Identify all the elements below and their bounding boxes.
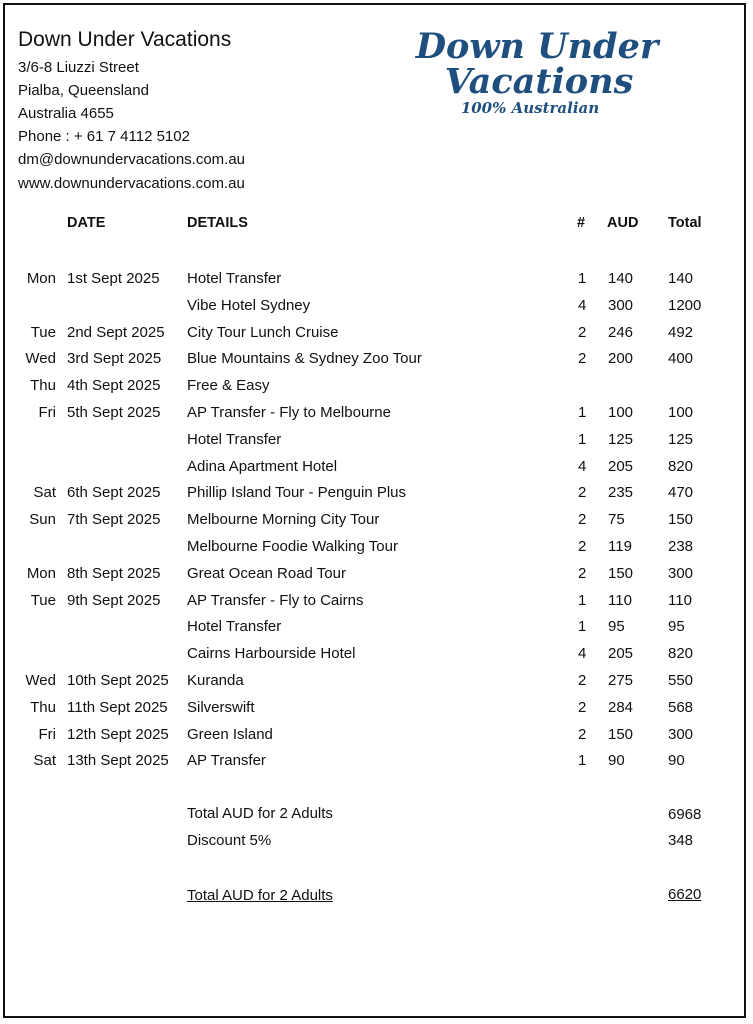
row-day: Wed xyxy=(25,350,56,367)
row-details: AP Transfer - Fly to Melbourne xyxy=(187,404,391,421)
row-qty: 4 xyxy=(578,645,587,662)
row-qty: 2 xyxy=(578,511,587,528)
row-day: Fri xyxy=(38,726,56,743)
row-total: 150 xyxy=(668,511,694,528)
row-aud: 200 xyxy=(608,350,634,367)
row-date: 11th Sept 2025 xyxy=(67,699,168,716)
row-date: 7th Sept 2025 xyxy=(67,511,161,528)
header-date: DATE xyxy=(67,215,106,231)
row-qty: 1 xyxy=(578,404,587,421)
row-details: Melbourne Morning City Tour xyxy=(187,511,380,528)
header-details: DETAILS xyxy=(187,215,248,231)
row-aud: 125 xyxy=(608,431,634,448)
row-details: Melbourne Foodie Walking Tour xyxy=(187,538,398,555)
row-day: Wed xyxy=(25,672,56,689)
header-aud: AUD xyxy=(607,215,639,231)
row-qty: 2 xyxy=(578,565,587,582)
row-date: 4th Sept 2025 xyxy=(67,377,161,394)
row-qty: 4 xyxy=(578,458,587,475)
row-date: 8th Sept 2025 xyxy=(67,565,161,582)
subtotal-value: 6968 xyxy=(668,806,702,823)
row-aud: 284 xyxy=(608,699,634,716)
row-qty: 2 xyxy=(578,672,587,689)
row-day: Thu xyxy=(30,699,56,716)
row-qty: 2 xyxy=(578,350,587,367)
logo-tagline: 100% Australian xyxy=(460,99,600,117)
row-day: Mon xyxy=(26,565,56,582)
row-qty: 2 xyxy=(578,324,587,341)
row-aud: 110 xyxy=(608,592,632,609)
row-total: 110 xyxy=(668,592,692,609)
row-details: Blue Mountains & Sydney Zoo Tour xyxy=(187,350,422,367)
row-aud: 150 xyxy=(608,726,634,743)
row-date: 9th Sept 2025 xyxy=(67,592,161,609)
website: www.downundervacations.com.au xyxy=(18,175,245,192)
row-total: 470 xyxy=(668,484,694,501)
row-day: Fri xyxy=(38,404,56,421)
address-line-3: Australia 4655 xyxy=(18,105,114,122)
row-details: Great Ocean Road Tour xyxy=(187,565,346,582)
row-details: Vibe Hotel Sydney xyxy=(187,297,311,314)
row-date: 1st Sept 2025 xyxy=(67,270,160,287)
logo-line-2: Vacations xyxy=(444,61,634,102)
row-details: Green Island xyxy=(187,726,273,743)
header-qty: # xyxy=(577,215,586,231)
row-day: Sat xyxy=(33,752,56,769)
logo-line-1: Down Under xyxy=(415,27,659,67)
row-total: 100 xyxy=(668,404,694,421)
row-details: Hotel Transfer xyxy=(187,270,282,287)
address-line-1: 3/6-8 Liuzzi Street xyxy=(18,59,139,76)
row-details: Free & Easy xyxy=(187,377,270,394)
row-date: 10th Sept 2025 xyxy=(67,672,169,689)
row-total: 95 xyxy=(668,618,685,635)
row-total: 238 xyxy=(668,538,694,555)
row-aud: 119 xyxy=(608,538,632,555)
row-aud: 100 xyxy=(608,404,634,421)
row-total: 90 xyxy=(668,752,685,769)
row-day: Thu xyxy=(30,377,56,394)
row-aud: 150 xyxy=(608,565,634,582)
discount-value: 348 xyxy=(668,832,694,849)
row-total: 400 xyxy=(668,350,694,367)
row-details: AP Transfer - Fly to Cairns xyxy=(187,592,364,609)
row-total: 568 xyxy=(668,699,694,716)
row-details: City Tour Lunch Cruise xyxy=(187,324,339,341)
row-aud: 235 xyxy=(608,484,634,501)
row-details: Silverswift xyxy=(187,699,255,716)
row-aud: 205 xyxy=(608,458,634,475)
row-aud: 246 xyxy=(608,324,634,341)
row-qty: 1 xyxy=(578,618,587,635)
row-aud: 140 xyxy=(608,270,634,287)
row-qty: 2 xyxy=(578,538,587,555)
email: dm@downundervacations.com.au xyxy=(18,151,246,168)
row-total: 550 xyxy=(668,672,694,689)
row-total: 300 xyxy=(668,726,694,743)
row-qty: 1 xyxy=(578,592,587,609)
row-total: 1200 xyxy=(668,297,702,314)
discount-label: Discount 5% xyxy=(187,832,272,849)
company-name: Down Under Vacations xyxy=(18,28,232,51)
row-qty: 2 xyxy=(578,726,587,743)
row-date: 6th Sept 2025 xyxy=(67,484,161,501)
phone: Phone : + 61 7 4112 5102 xyxy=(18,128,190,145)
row-date: 13th Sept 2025 xyxy=(67,752,169,769)
header-total: Total xyxy=(668,215,702,231)
address-line-2: Pialba, Queensland xyxy=(18,82,149,99)
row-day: Mon xyxy=(26,270,56,287)
company-logo xyxy=(392,27,682,119)
row-qty: 1 xyxy=(578,752,587,769)
row-total: 125 xyxy=(668,431,694,448)
row-qty: 1 xyxy=(578,431,587,448)
row-qty: 1 xyxy=(578,270,587,287)
row-day: Sun xyxy=(29,511,56,528)
row-qty: 4 xyxy=(578,297,587,314)
row-aud: 95 xyxy=(608,618,625,635)
row-details: Cairns Harbourside Hotel xyxy=(187,645,356,662)
row-total: 492 xyxy=(668,324,694,341)
row-date: 12th Sept 2025 xyxy=(67,726,169,743)
row-total: 820 xyxy=(668,458,694,475)
grand-total-label: Total AUD for 2 Adults xyxy=(187,887,333,904)
row-details: Hotel Transfer xyxy=(187,618,282,635)
row-aud: 205 xyxy=(608,645,634,662)
row-qty: 2 xyxy=(578,699,587,716)
row-aud: 90 xyxy=(608,752,625,769)
row-date: 5th Sept 2025 xyxy=(67,404,161,421)
row-day: Tue xyxy=(30,592,56,609)
row-date: 2nd Sept 2025 xyxy=(67,324,165,341)
row-day: Sat xyxy=(33,484,56,501)
row-aud: 275 xyxy=(608,672,634,689)
row-total: 820 xyxy=(668,645,694,662)
row-details: AP Transfer xyxy=(187,752,266,769)
row-aud: 75 xyxy=(608,511,625,528)
subtotal-label: Total AUD for 2 Adults xyxy=(187,805,333,822)
row-total: 300 xyxy=(668,565,694,582)
row-aud: 300 xyxy=(608,297,634,314)
row-qty: 2 xyxy=(578,484,587,501)
row-details: Kuranda xyxy=(187,672,244,689)
grand-total-value: 6620 xyxy=(668,886,702,903)
row-date: 3rd Sept 2025 xyxy=(67,350,162,367)
row-details: Phillip Island Tour - Penguin Plus xyxy=(187,484,407,501)
row-day: Tue xyxy=(30,324,56,341)
row-total: 140 xyxy=(668,270,694,287)
row-details: Hotel Transfer xyxy=(187,431,282,448)
row-details: Adina Apartment Hotel xyxy=(187,458,338,475)
